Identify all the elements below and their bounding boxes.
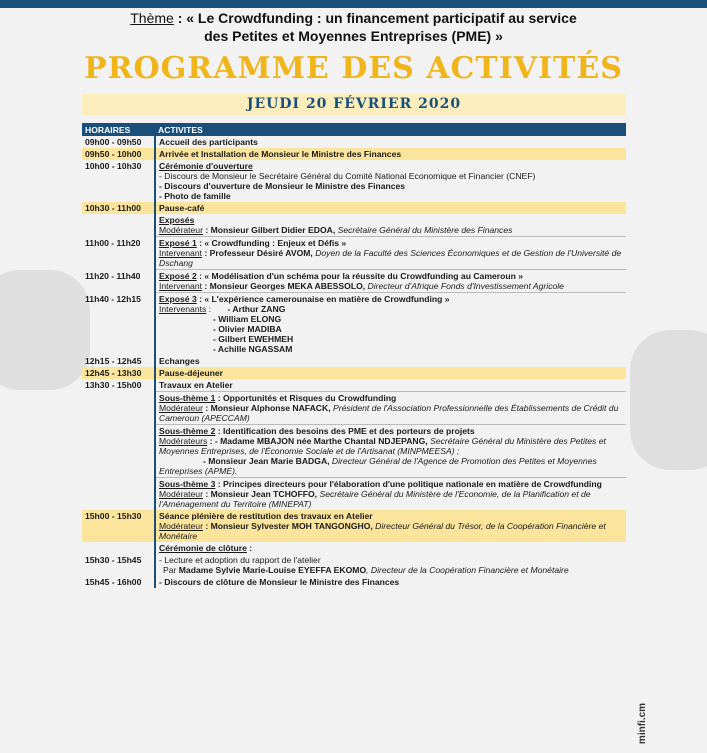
- activity-cell: [155, 392, 626, 425]
- speaker-name: - Gilbert EWEHMEH: [213, 334, 294, 344]
- table-row: [82, 148, 626, 160]
- table-row: [82, 554, 626, 576]
- person-name: : Monsieur Sylvester MOH TANGONGHO,: [202, 521, 373, 531]
- theme-prefix: Thème: [130, 10, 174, 26]
- theme-heading: [0, 9, 707, 45]
- table-row: [82, 379, 626, 392]
- section-title: Séance plénière de restitution des travaux en Atelier: [159, 511, 373, 521]
- page-title: PROGRAMME DES ACTIVITÉS: [84, 51, 623, 86]
- activity-cell: [155, 425, 626, 478]
- speaker-name: - William ELONG: [213, 314, 282, 324]
- theme-line1: : « Le Crowdfunding : un financement participatif au service: [173, 10, 577, 26]
- section-title: Exposé 3: [159, 294, 197, 304]
- section-title: Cérémonie de clôture: [159, 543, 247, 553]
- role-label: Modérateur: [159, 521, 203, 531]
- activity-cell: [155, 160, 626, 202]
- activity-cell: [155, 478, 626, 511]
- table-row: [82, 214, 626, 237]
- item-text: Par: [163, 565, 179, 575]
- table-row: [82, 270, 626, 293]
- time-cell: 09h00 - 09h50: [82, 136, 155, 148]
- table-row: [82, 425, 626, 478]
- time-cell: 12h15 - 12h45: [82, 355, 155, 367]
- person-name: Madame Sylvie Marie-Louise EYEFFA EKOMO: [178, 565, 367, 575]
- background-hand-left: [0, 270, 90, 390]
- item-text: - Photo de famille: [159, 191, 231, 201]
- time-cell: 13h30 - 15h00: [82, 379, 155, 392]
- person-name: : - Madame MBAJON née Marthe Chantal NDJEPANG,: [207, 436, 428, 446]
- person-desc: Directeur Général du Trésor, de la Coopération Financière et Monétaire: [159, 521, 606, 541]
- time-cell: 10h30 - 11h00: [82, 202, 155, 214]
- side-label: [637, 700, 656, 750]
- activity-cell: Travaux en Atelier: [159, 380, 233, 390]
- activity-cell: Pause-déjeuner: [155, 367, 626, 379]
- time-cell: 12h45 - 13h30: [82, 367, 155, 379]
- activity-cell: [155, 542, 626, 554]
- role-label: Intervenants: [159, 304, 207, 314]
- role-label: Intervenant: [159, 281, 202, 291]
- col-activites: ACTIVITES: [155, 123, 626, 136]
- activity-cell: [155, 270, 626, 293]
- time-cell: [82, 542, 155, 554]
- person-desc: Doyen de la Faculté des Sciences Économiques et de Gestion de l'Université de Dschang: [159, 248, 622, 268]
- table-row: [82, 478, 626, 511]
- person-desc: Secrétaire Général du Ministère des Petites et Moyennes Entreprises, de l'Économie Sociale et de l'Artisanat (MINPMEESA) ;: [159, 436, 606, 456]
- role-label: Modérateur: [159, 403, 203, 413]
- theme-line2: des Petites et Moyennes Entreprises (PME) »: [204, 28, 503, 44]
- person-name: : Monsieur Gilbert Didier EDOA,: [202, 225, 336, 235]
- table-row: [82, 392, 626, 425]
- section-title: Sous-thème 1: [159, 393, 216, 403]
- item-text: - Discours de Monsieur le Secrétaire Général du Comité National Economique et Financier (CNEF): [159, 171, 536, 181]
- activity-cell: [155, 554, 626, 576]
- talk-title: : Opportunités et Risques du Crowdfunding: [215, 393, 397, 403]
- activity-cell: Accueil des participants: [159, 137, 258, 147]
- table-header: [82, 123, 626, 136]
- speaker-name: - Arthur ZANG: [227, 304, 286, 314]
- person-name: : Monsieur Jean TCHOFFO,: [202, 489, 318, 499]
- activity-cell: - Discours de clôture de Monsieur le Ministre des Finances: [159, 577, 400, 587]
- table-row: [82, 367, 626, 379]
- time-cell: [82, 478, 155, 511]
- activity-cell: Arrivée et Installation de Monsieur le Ministre des Finances: [155, 148, 626, 160]
- top-bar: [0, 0, 707, 8]
- background-hand-right: [630, 330, 707, 470]
- col-horaires: HORAIRES: [82, 123, 155, 136]
- table-row: [82, 355, 626, 367]
- table-row: [82, 136, 626, 148]
- time-cell: [82, 392, 155, 425]
- section-colon: :: [246, 543, 253, 553]
- talk-title: : « L'expérience camerounaise en matière de Crowdfunding »: [196, 294, 450, 304]
- section-title: Cérémonie d'ouverture: [159, 161, 253, 171]
- talk-title: : Principes directeurs pour l'élaboration d'une politique nationale en matière de Crowdfunding: [215, 479, 602, 489]
- person-name: : Monsieur Alphonse NAFACK,: [202, 403, 331, 413]
- speaker-name: - Achille NGASSAM: [213, 344, 293, 354]
- section-title: Sous-thème 3: [159, 479, 216, 489]
- person-name: : Professeur Désiré AVOM,: [202, 248, 313, 258]
- time-cell: [82, 214, 155, 237]
- talk-title: : « Modélisation d'un schéma pour la réussite du Crowdfunding au Cameroun »: [196, 271, 524, 281]
- person-name: - Monsieur Jean Marie BADGA,: [203, 456, 330, 466]
- time-cell: 15h00 - 15h30: [82, 510, 155, 542]
- time-cell: 15h45 - 16h00: [82, 576, 155, 588]
- section-title: Exposé 1: [159, 238, 197, 248]
- section-title: Sous-thème 2: [159, 426, 216, 436]
- role-label: Modérateur: [159, 489, 203, 499]
- time-cell: 11h40 - 12h15: [82, 293, 155, 356]
- activity-cell: [155, 237, 626, 270]
- item-text: - Discours d'ouverture de Monsieur le Ministre des Finances: [159, 181, 406, 191]
- person-desc: Directeur d'Afrique Fonds d'Investissement Agricole: [365, 281, 564, 291]
- person-desc: Directeur Général de l'Agence de Promotion des Petites et Moyennes Entreprises (APME).: [159, 456, 597, 476]
- person-desc: , Directeur de la Coopération Financière et Monétaire: [366, 565, 569, 575]
- talk-title: : Identification des besoins des PME et des porteurs de projets: [215, 426, 475, 436]
- activity-cell: [155, 510, 626, 542]
- section-title: Exposés: [159, 215, 195, 225]
- schedule-table: [82, 123, 626, 588]
- time-cell: [82, 425, 155, 478]
- activity-cell: Exposé 3 : « L'expérience camerounaise en matière de Crowdfunding » Intervenants : - Arthur ZANG - William ELONG - Olivier MADIBA - Gilbert EWEHMEH - Achille NGASSAM: [155, 293, 626, 356]
- person-desc: Président de l'Association Professionnelle des Établissements de Crédit du Cameroun (APECCAM): [159, 403, 619, 423]
- table-row: [82, 510, 626, 542]
- time-cell: 11h00 - 11h20: [82, 237, 155, 270]
- person-desc: Secrétaire Général du Ministère des Finances: [335, 225, 513, 235]
- activity-cell: Echanges: [159, 356, 200, 366]
- website-text: minfi.cm: [637, 702, 649, 745]
- role-label: Modérateurs: [159, 436, 208, 446]
- table-row: [82, 160, 626, 202]
- role-label: Modérateur: [159, 225, 203, 235]
- table-row: [82, 293, 626, 356]
- person-desc: Secrétaire Général du Ministère de l'Economie, de la Planification et de l'Aménagement du Territoire (MINEPAT): [159, 489, 591, 509]
- time-cell: 11h20 - 11h40: [82, 270, 155, 293]
- time-cell: 09h50 - 10h00: [82, 148, 155, 160]
- section-title: Exposé 2: [159, 271, 197, 281]
- item-text: - Lecture et adoption du rapport de l'atelier: [159, 555, 321, 565]
- time-cell: 15h30 - 15h45: [82, 554, 155, 576]
- person-name: : Monsieur Georges MEKA ABESSOLO,: [202, 281, 366, 291]
- table-row: [82, 202, 626, 214]
- role-label: Intervenant: [159, 248, 202, 258]
- table-row: [82, 576, 626, 588]
- talk-title: : « Crowdfunding : Enjeux et Défis »: [196, 238, 347, 248]
- table-row: [82, 542, 626, 554]
- activity-cell: Pause-café: [155, 202, 626, 214]
- time-cell: 10h00 - 10h30: [82, 160, 155, 202]
- activity-cell: [155, 214, 626, 237]
- table-row: [82, 237, 626, 270]
- speaker-name: - Olivier MADIBA: [213, 324, 282, 334]
- date-banner: JEUDI 20 FÉVRIER 2020: [82, 94, 626, 115]
